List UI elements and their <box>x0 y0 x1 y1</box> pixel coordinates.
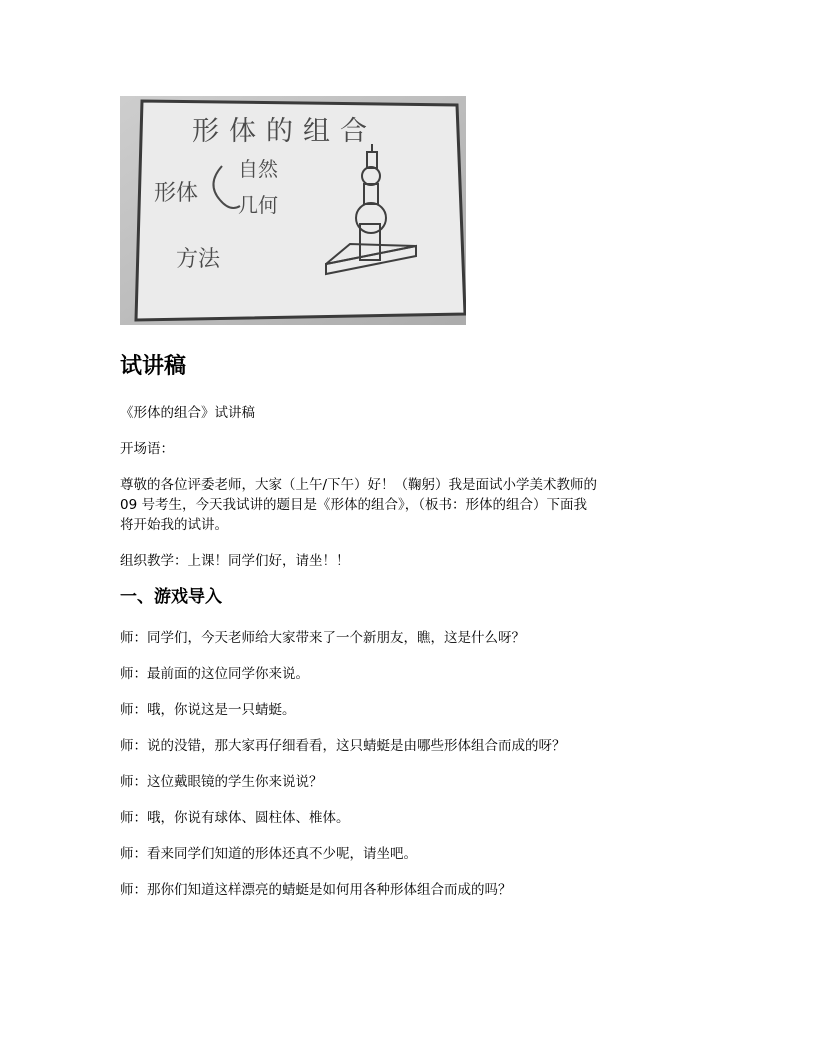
dialogue-line: 师：那你们知道这样漂亮的蜻蜓是如何用各种形体组合而成的吗？ <box>120 882 512 898</box>
section-heading: 一、游戏导入 <box>120 587 222 607</box>
dialogue-line: 师：最前面的这位同学你来说。 <box>120 666 309 682</box>
board-branch-bottom: 几何 <box>238 193 278 217</box>
opening-line: 尊敬的各位评委老师，大家（上午/下午）好！（鞠躬）我是面试小学美术教师的 <box>120 477 598 493</box>
opening-line: 将开始我的试讲。 <box>120 517 228 533</box>
board-branch-top: 自然 <box>238 157 278 181</box>
dialogue-line: 师：同学们，今天老师给大家带来了一个新朋友，瞧，这是什么呀？ <box>120 630 525 646</box>
board-title: 形体的组合 <box>192 116 377 147</box>
dialogue-line: 师：说的没错，那大家再仔细看看，这只蜻蜓是由哪些形体组合而成的呀？ <box>120 738 566 754</box>
dialogue-line: 师：看来同学们知道的形体还真不少呢，请坐吧。 <box>120 846 417 862</box>
organize-line: 组织教学：上课！同学们好，请坐！！ <box>120 553 350 569</box>
document-page <box>120 96 700 900</box>
opening-paragraph <box>120 475 700 535</box>
board-left-label: 形体 <box>154 181 199 206</box>
board-method-label: 方法 <box>176 247 221 272</box>
dialogue-line: 师：这位戴眼镜的学生你来说说？ <box>120 774 323 790</box>
blackboard-sketch-photo <box>120 96 466 325</box>
dialogue-line: 师：哦，你说有球体、圆柱体、椎体。 <box>120 810 350 826</box>
document-subtitle: 《形体的组合》试讲稿 <box>120 405 255 421</box>
opening-line: 09 号考生，今天我试讲的题目是《形体的组合》，（板书：形体的组合）下面我 <box>120 497 587 513</box>
opening-label: 开场语： <box>120 441 174 457</box>
document-heading: 试讲稿 <box>120 354 187 379</box>
dialogue-line: 师：哦，你说这是一只蜻蜓。 <box>120 702 296 718</box>
